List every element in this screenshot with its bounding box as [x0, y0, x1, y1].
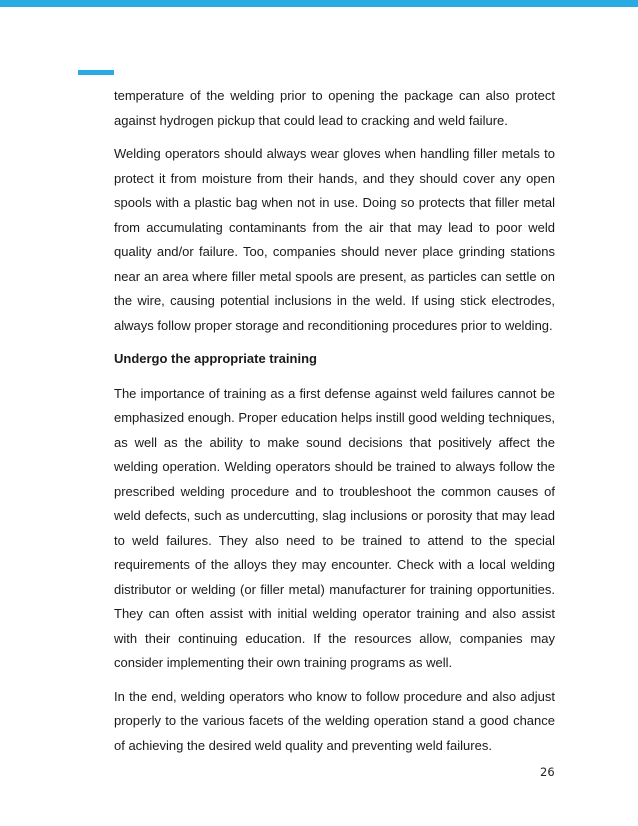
- body-paragraph: The importance of training as a first defense against weld failures cannot be emphasized enough. Proper education helps instill good welding techniques, as well as the ability to make sound decisions that positively affect the welding operation. Welding operators should be trained to always follow the prescribed welding procedure and to troubleshoot the common causes of weld defects, such as undercutting, slag inclusions or porosity that may lead to weld failures. They also need to be trained to attend to the special requirements of the alloys they may encounter. Check with a local welding distributor or welding (or filler metal) manufacturer for training opportunities. They can often assist with initial welding operator training and also assist with their continuing education. If the resources allow, companies may consider implementing their own training programs as well.: [114, 385, 555, 670]
- section-heading: Undergo the appropriate training: [114, 351, 317, 366]
- page-number: 26: [540, 765, 555, 779]
- body-paragraph: temperature of the welding prior to opening the package can also protect against hydrogen pickup that could lead to cracking and weld failure.: [114, 88, 555, 128]
- page-body: [114, 84, 555, 767]
- body-paragraph: Welding operators should always wear gloves when handling filler metals to protect it from moisture from their hands, and they should cover any open spools with a plastic bag when not in use. Doing so protects that filler metal from accumulating contaminants from the air that may lead to poor weld quality and/or failure. Too, companies should never place grinding stations near an area where filler metal spools are present, as particles can settle on the wire, causing potential inclusions in the weld. If using stick electrodes, always follow proper storage and reconditioning procedures prior to welding.: [114, 146, 555, 333]
- section-accent-mark: [78, 70, 114, 75]
- top-accent-bar: [0, 0, 638, 7]
- body-paragraph: In the end, welding operators who know to follow procedure and also adjust properly to the various facets of the welding operation stand a good chance of achieving the desired weld quality and preventing weld failures.: [114, 688, 555, 753]
